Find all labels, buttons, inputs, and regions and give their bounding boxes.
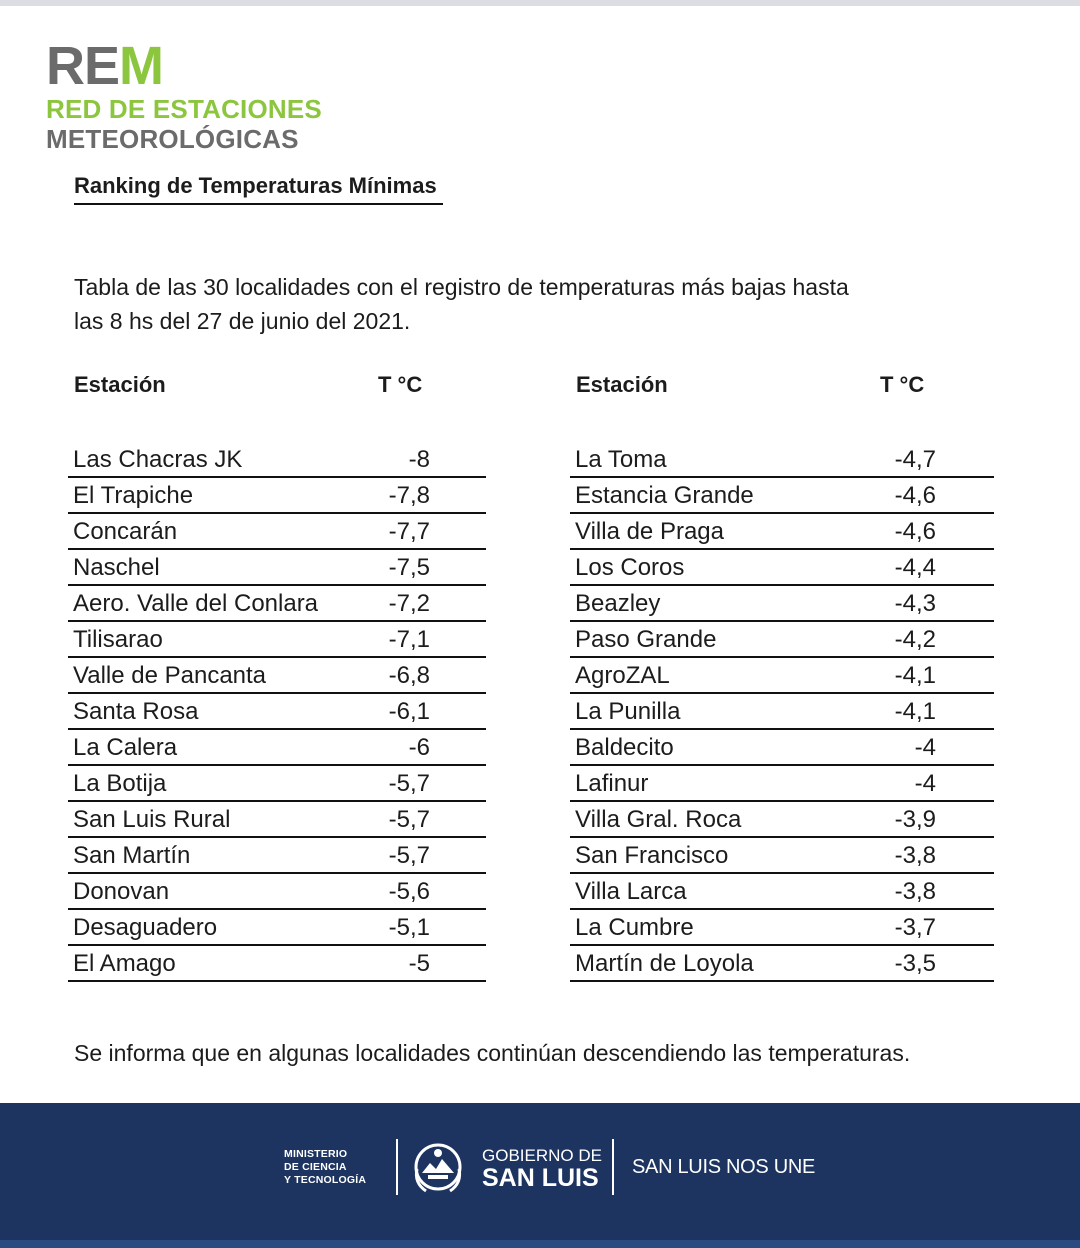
temperature-value: -4,7 bbox=[894, 446, 936, 473]
temperature-value: -7,5 bbox=[388, 554, 430, 581]
station-name: Los Coros bbox=[575, 554, 685, 581]
header-station: Estación bbox=[74, 372, 166, 397]
top-edge-bar bbox=[0, 0, 1080, 6]
temperature-value: -4,6 bbox=[894, 482, 936, 509]
temperature-value: -4 bbox=[914, 770, 936, 797]
header-temperature: T °C bbox=[378, 372, 423, 397]
table-row bbox=[570, 766, 994, 802]
temperature-value: -7,8 bbox=[388, 482, 430, 509]
logo-line-1: RED DE ESTACIONES bbox=[46, 94, 322, 124]
table-row bbox=[68, 550, 486, 586]
table-row bbox=[570, 910, 994, 946]
temperature-value: -6,1 bbox=[388, 698, 430, 725]
temperature-value: -4,6 bbox=[894, 518, 936, 545]
table-row bbox=[570, 442, 994, 478]
rem-logo bbox=[46, 36, 322, 154]
station-name: Santa Rosa bbox=[73, 698, 199, 725]
temperature-value: -4 bbox=[914, 734, 936, 761]
table-row bbox=[68, 910, 486, 946]
ministry-line: DE CIENCIA bbox=[284, 1161, 347, 1173]
intro-line-2: las 8 hs del 27 de junio del 2021. bbox=[74, 308, 411, 334]
footer-note: Se informa que en algunas localidades continúan descendiendo las temperaturas. bbox=[74, 1040, 911, 1066]
table-row bbox=[68, 766, 486, 802]
table-row bbox=[68, 658, 486, 694]
station-name: Concarán bbox=[73, 518, 178, 545]
temperature-value: -7,1 bbox=[388, 626, 430, 653]
table-row bbox=[68, 802, 486, 838]
station-name: Baldecito bbox=[575, 734, 674, 761]
table-row bbox=[570, 838, 994, 874]
temperature-value: -3,8 bbox=[894, 842, 936, 869]
station-name: Martín de Loyola bbox=[575, 950, 754, 977]
table-row bbox=[68, 514, 486, 550]
station-name: Lafinur bbox=[575, 770, 649, 797]
temperature-value: -8 bbox=[408, 446, 430, 473]
gov-line-top: GOBIERNO DE bbox=[482, 1146, 602, 1165]
ranking-table-right bbox=[570, 368, 994, 982]
station-name: Desaguadero bbox=[73, 914, 218, 941]
header-temperature: T °C bbox=[880, 372, 925, 397]
table-row bbox=[570, 802, 994, 838]
ministry-line: Y TECNOLOGÍA bbox=[284, 1174, 367, 1186]
temperature-value: -5,6 bbox=[388, 878, 430, 905]
logo-mark-suffix: M bbox=[119, 36, 163, 96]
station-name: La Botija bbox=[73, 770, 167, 797]
station-name: San Luis Rural bbox=[73, 806, 231, 833]
station-name: Valle de Pancanta bbox=[73, 662, 267, 689]
government-footer bbox=[0, 1103, 1080, 1248]
table-row bbox=[570, 658, 994, 694]
slogan: SAN LUIS NOS UNE bbox=[632, 1156, 816, 1178]
station-name: El Amago bbox=[73, 950, 176, 977]
document-title: Ranking de Temperaturas Mínimas bbox=[74, 173, 443, 205]
temperature-value: -5,7 bbox=[388, 806, 430, 833]
intro-line-1: Tabla de las 30 localidades con el registro de temperaturas más bajas hasta bbox=[74, 274, 849, 300]
provincial-seal-icon bbox=[408, 1139, 468, 1197]
table-header bbox=[68, 368, 486, 404]
table-row bbox=[570, 874, 994, 910]
table-row bbox=[570, 550, 994, 586]
temperature-value: -5,7 bbox=[388, 770, 430, 797]
table-row bbox=[68, 586, 486, 622]
rem-logo-mark bbox=[46, 36, 322, 96]
table-row bbox=[570, 478, 994, 514]
table-row bbox=[68, 730, 486, 766]
station-name: Estancia Grande bbox=[575, 482, 754, 509]
table-row bbox=[68, 622, 486, 658]
intro-paragraph bbox=[74, 270, 954, 338]
temperature-value: -7,7 bbox=[388, 518, 430, 545]
table-row bbox=[68, 838, 486, 874]
station-name: San Martín bbox=[73, 842, 191, 869]
station-name: Naschel bbox=[73, 554, 160, 581]
temperature-value: -4,3 bbox=[894, 590, 936, 617]
station-name: La Toma bbox=[575, 446, 667, 473]
station-name: Villa Larca bbox=[575, 878, 687, 905]
station-name: Beazley bbox=[575, 590, 661, 617]
table-row bbox=[570, 586, 994, 622]
footer-bottom-strip bbox=[0, 1240, 1080, 1248]
table-row bbox=[68, 946, 486, 982]
gov-line-bottom: SAN LUIS bbox=[482, 1164, 599, 1192]
temperature-value: -3,8 bbox=[894, 878, 936, 905]
station-name: Tilisarao bbox=[73, 626, 163, 653]
station-name: La Punilla bbox=[575, 698, 681, 725]
temperature-value: -7,2 bbox=[388, 590, 430, 617]
ranking-table-left bbox=[68, 368, 486, 982]
logo-mark-prefix: RE bbox=[46, 36, 120, 96]
header-station: Estación bbox=[576, 372, 668, 397]
table-row bbox=[570, 514, 994, 550]
station-name: Las Chacras JK bbox=[73, 446, 243, 473]
table-row bbox=[570, 622, 994, 658]
table-header bbox=[570, 368, 994, 404]
station-name: El Trapiche bbox=[73, 482, 194, 509]
gobierno-san-luis-logo bbox=[482, 1147, 602, 1191]
temperature-value: -4,4 bbox=[894, 554, 936, 581]
station-name: Paso Grande bbox=[575, 626, 717, 653]
table-row bbox=[68, 442, 486, 478]
temperature-value: -3,7 bbox=[894, 914, 936, 941]
station-name: La Calera bbox=[73, 734, 178, 761]
station-name: AgroZAL bbox=[575, 662, 670, 689]
station-name: San Francisco bbox=[575, 842, 729, 869]
station-name: Villa de Praga bbox=[575, 518, 724, 545]
station-name: Donovan bbox=[73, 878, 170, 905]
footer-divider bbox=[396, 1139, 398, 1195]
footer-divider bbox=[612, 1139, 614, 1195]
ministry-line: MINISTERIO bbox=[284, 1148, 348, 1160]
temperature-value: -6,8 bbox=[388, 662, 430, 689]
temperature-value: -4,1 bbox=[894, 698, 936, 725]
temperature-value: -5 bbox=[408, 950, 430, 977]
table-row bbox=[68, 694, 486, 730]
temperature-value: -3,5 bbox=[894, 950, 936, 977]
temperature-value: -4,1 bbox=[894, 662, 936, 689]
ministry-logo bbox=[284, 1148, 366, 1187]
table-row bbox=[68, 478, 486, 514]
temperature-value: -6 bbox=[408, 734, 430, 761]
temperature-value: -3,9 bbox=[894, 806, 936, 833]
table-row bbox=[570, 730, 994, 766]
station-name: Villa Gral. Roca bbox=[575, 806, 742, 833]
table-row bbox=[570, 694, 994, 730]
logo-line-2: METEOROLÓGICAS bbox=[46, 124, 299, 154]
temperature-value: -5,7 bbox=[388, 842, 430, 869]
table-row bbox=[570, 946, 994, 982]
station-name: Aero. Valle del Conlara bbox=[73, 590, 319, 617]
temperature-value: -5,1 bbox=[388, 914, 430, 941]
station-name: La Cumbre bbox=[575, 914, 694, 941]
temperature-value: -4,2 bbox=[894, 626, 936, 653]
table-row bbox=[68, 874, 486, 910]
